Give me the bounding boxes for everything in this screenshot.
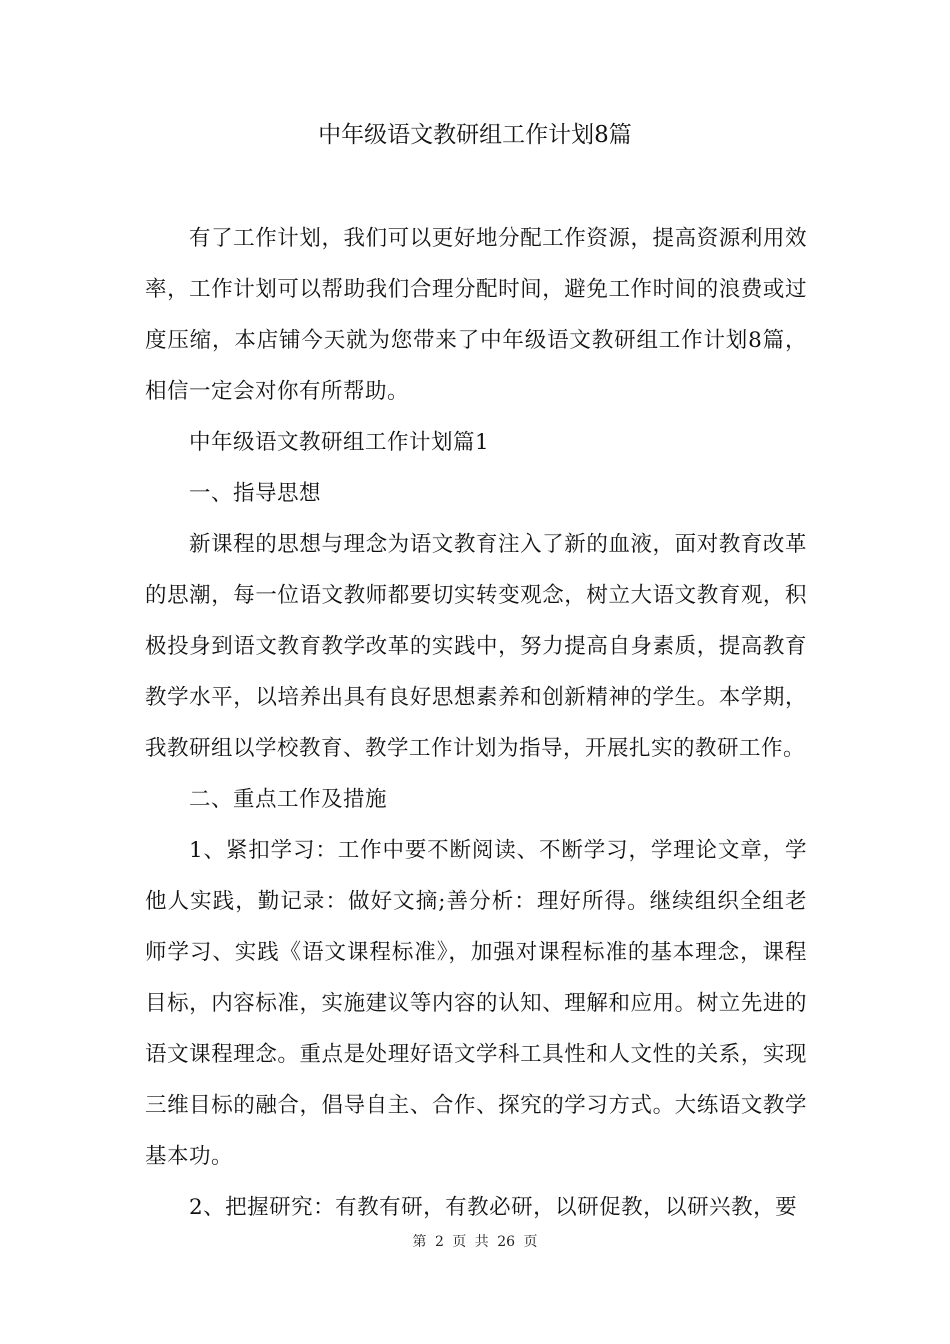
- paragraph-study: 1、紧扣学习：工作中要不断阅读、不断学习，学理论文章，学他人实践，勤记录：做好文摘;善分析：理好所得。继续组织全组老师学习、实践《语文课程标准》，加强对课程标准的基本理念，课程目标，内容标准，实施建议等内容的认知、理解和应用。树立先进的语文课程理念。重点是处理好语文学科工具性和人文性的关系，实现三维目标的融合，倡导自主、合作、探究的学习方式。大练语文教学基本功。: [145, 838, 807, 1169]
- heading-key-work: 二、重点工作及措施: [189, 787, 388, 812]
- section-heading-plan-1: 中年级语文教研组工作计划篇1: [189, 430, 490, 455]
- document-title: 中年级语文教研组工作计划8篇: [318, 122, 632, 148]
- document-body: [145, 213, 807, 1233]
- heading-guiding-ideology: 一、指导思想: [189, 481, 322, 506]
- paragraph-guiding-ideology: 新课程的思想与理念为语文教育注入了新的血液，面对教育改革的思潮，每一位语文教师都要切实转变观念，树立大语文教育观，积极投身到语文教育教学改革的实践中，努力提高自身素质，提高教育教学水平，以培养出具有良好思想素养和创新精神的学生。本学期，我教研组以学校教育、教学工作计划为指导，开展扎实的教研工作。: [145, 532, 807, 761]
- paragraph-research: 2、把握研究：有教有研，有教必研，以研促教，以研兴教，要: [189, 1195, 798, 1220]
- page-footer: 第 2 页 共 26 页: [412, 1234, 538, 1250]
- intro-paragraph: 有了工作计划，我们可以更好地分配工作资源，提高资源利用效率，工作计划可以帮助我们合理分配时间，避免工作时间的浪费或过度压缩，本店铺今天就为您带来了中年级语文教研组工作计划8篇，相信一定会对你有所帮助。: [145, 226, 807, 404]
